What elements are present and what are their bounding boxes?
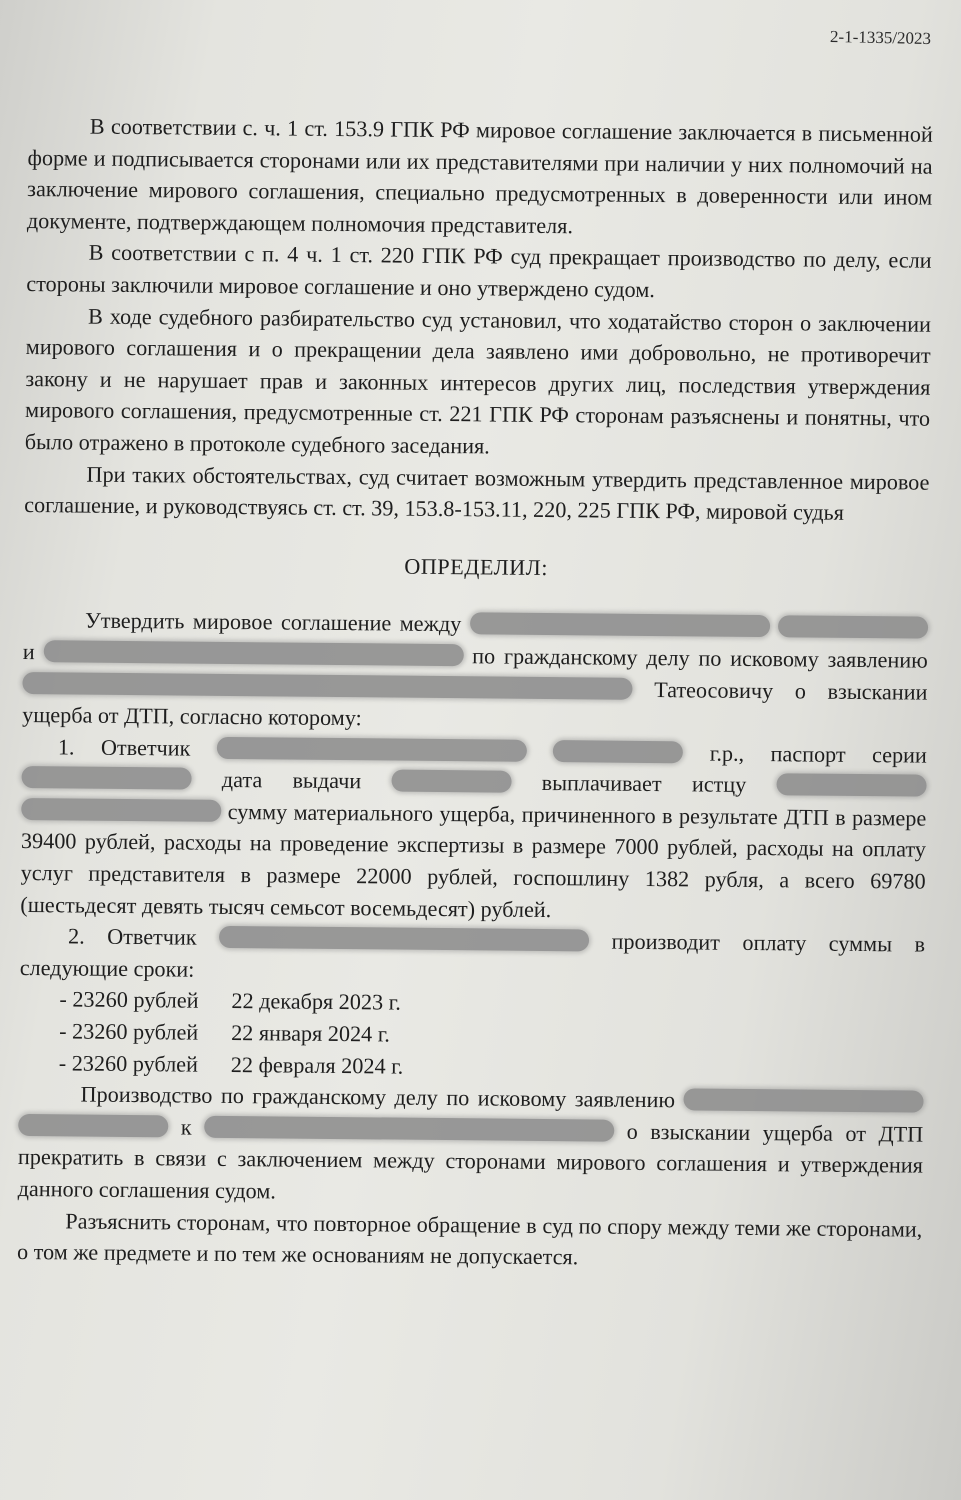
item1-defendant-text: 1. Ответчик <box>57 734 191 761</box>
redaction-block <box>22 671 632 699</box>
termination-reason-text: о взыскании ущерба от ДТП прекратить в связи с заключением между сторонами мирового соглашения и утверждения данного соглашения судом. <box>17 1118 924 1204</box>
item1-pays-text: выплачивает истцу <box>541 770 747 798</box>
case-number: 2-1-1335/2023 <box>829 26 932 49</box>
item2-defendant-text: 2. Ответчик <box>67 923 197 950</box>
payment-amount: - 23260 рублей <box>58 1049 199 1077</box>
termination-text: Производство по гражданскому делу по исковому заявлению <box>80 1081 676 1113</box>
redaction-block <box>21 798 221 822</box>
redaction-block <box>219 926 589 952</box>
redaction-block <box>778 616 928 639</box>
payment-amount: - 23260 рублей <box>59 1018 199 1045</box>
document-body <box>17 110 933 1276</box>
paragraph-approve-agreement <box>22 604 928 739</box>
paragraph-item-2 <box>20 920 926 992</box>
payment-date: 22 января 2024 г. <box>231 1020 391 1047</box>
redaction-block <box>553 740 683 763</box>
item1-amounts-text: сумму материального ущерба, причиненного в результате ДТП в размере 39400 рублей, расходы на проведение экспертизы в размере 7000 рублей, расходы на оплату услуг представителя в размере 22000 рублей, госпошлину 1382 рубля, а всего 69780 (шестьдесят девять тысяч семьсот восемьдесят) рублей. <box>20 798 927 922</box>
and-text: и <box>22 638 35 664</box>
paragraph-court-findings: В ходе судебного разбирательство суд установил, что ходатайство сторон о заключении мирового соглашения и о прекращении дела заявлено ими добровольно, не противоречит закону и не нарушает прав и законных интересов других лиц, последствия утверждения мирового соглашения, предусмотренные ст. 221 ГПК РФ сторонам разъяснены и понятны, что было отражено в протоколе судебного заседания. <box>24 303 932 459</box>
item2-schedule-text: производит оплату суммы в следующие сроки: <box>19 928 926 982</box>
redaction-block <box>391 770 511 793</box>
paragraph-clarification: Разъяснить сторонам, что повторное обращение в суд по спору между теми же сторонами, о том же предмете и по тем же основаниям не допускается. <box>16 1208 923 1270</box>
redaction-block <box>217 737 527 762</box>
redaction-block <box>18 1114 168 1137</box>
redaction-block <box>43 640 463 666</box>
redaction-block <box>21 766 191 790</box>
payment-date: 22 декабря 2023 г. <box>231 988 401 1016</box>
redaction-block <box>204 1116 614 1142</box>
paragraph-termination <box>17 1078 923 1213</box>
paragraph-item-1 <box>20 731 927 929</box>
redaction-block <box>776 773 926 796</box>
termination-against-text: к <box>180 1114 192 1140</box>
item1-issue-date-text: дата выдачи <box>221 767 362 794</box>
paragraph-article-153-9: В соответствии с. ч. 1 ст. 153.9 ГПК РФ мировое соглашение заключается в письменной форме и подписывается сторонами или их представителями при наличии у них полномочий на заключение мирового соглашения, специально предусмотренных в доверенности или ином документе, подтверждающем полномочия представителя. <box>26 113 933 239</box>
claim-subject-text: Татеосовичу о взыскании ущерба от ДТП, согласно которому: <box>22 676 928 731</box>
paragraph-article-220: В соответствии с п. 4 ч. 1 ст. 220 ГПК РФ суд прекращает производство по делу, если стороны заключили мировое соглашение и оно утверждено судом. <box>26 239 932 302</box>
paragraph-circumstances: При таких обстоятельствах, суд считает возможным утвердить представленное мировое соглашение, и руководствуясь ст. ст. 39, 153.8-153.11, 220, 225 ГПК РФ, мировой судья <box>24 461 930 525</box>
payment-date: 22 февраля 2024 г. <box>230 1051 404 1079</box>
item1-birth-passport-text: г.р., паспорт серии <box>709 740 928 768</box>
redaction-block <box>470 613 770 638</box>
payment-amount: - 23260 рублей <box>59 986 199 1014</box>
redaction-block <box>683 1089 923 1113</box>
civil-case-text: по гражданскому делу по исковому заявлению <box>472 643 928 673</box>
ruling-heading: ОПРЕДЕЛИЛ: <box>404 553 549 580</box>
approve-text: Утвердить мировое соглашение между <box>84 607 462 637</box>
